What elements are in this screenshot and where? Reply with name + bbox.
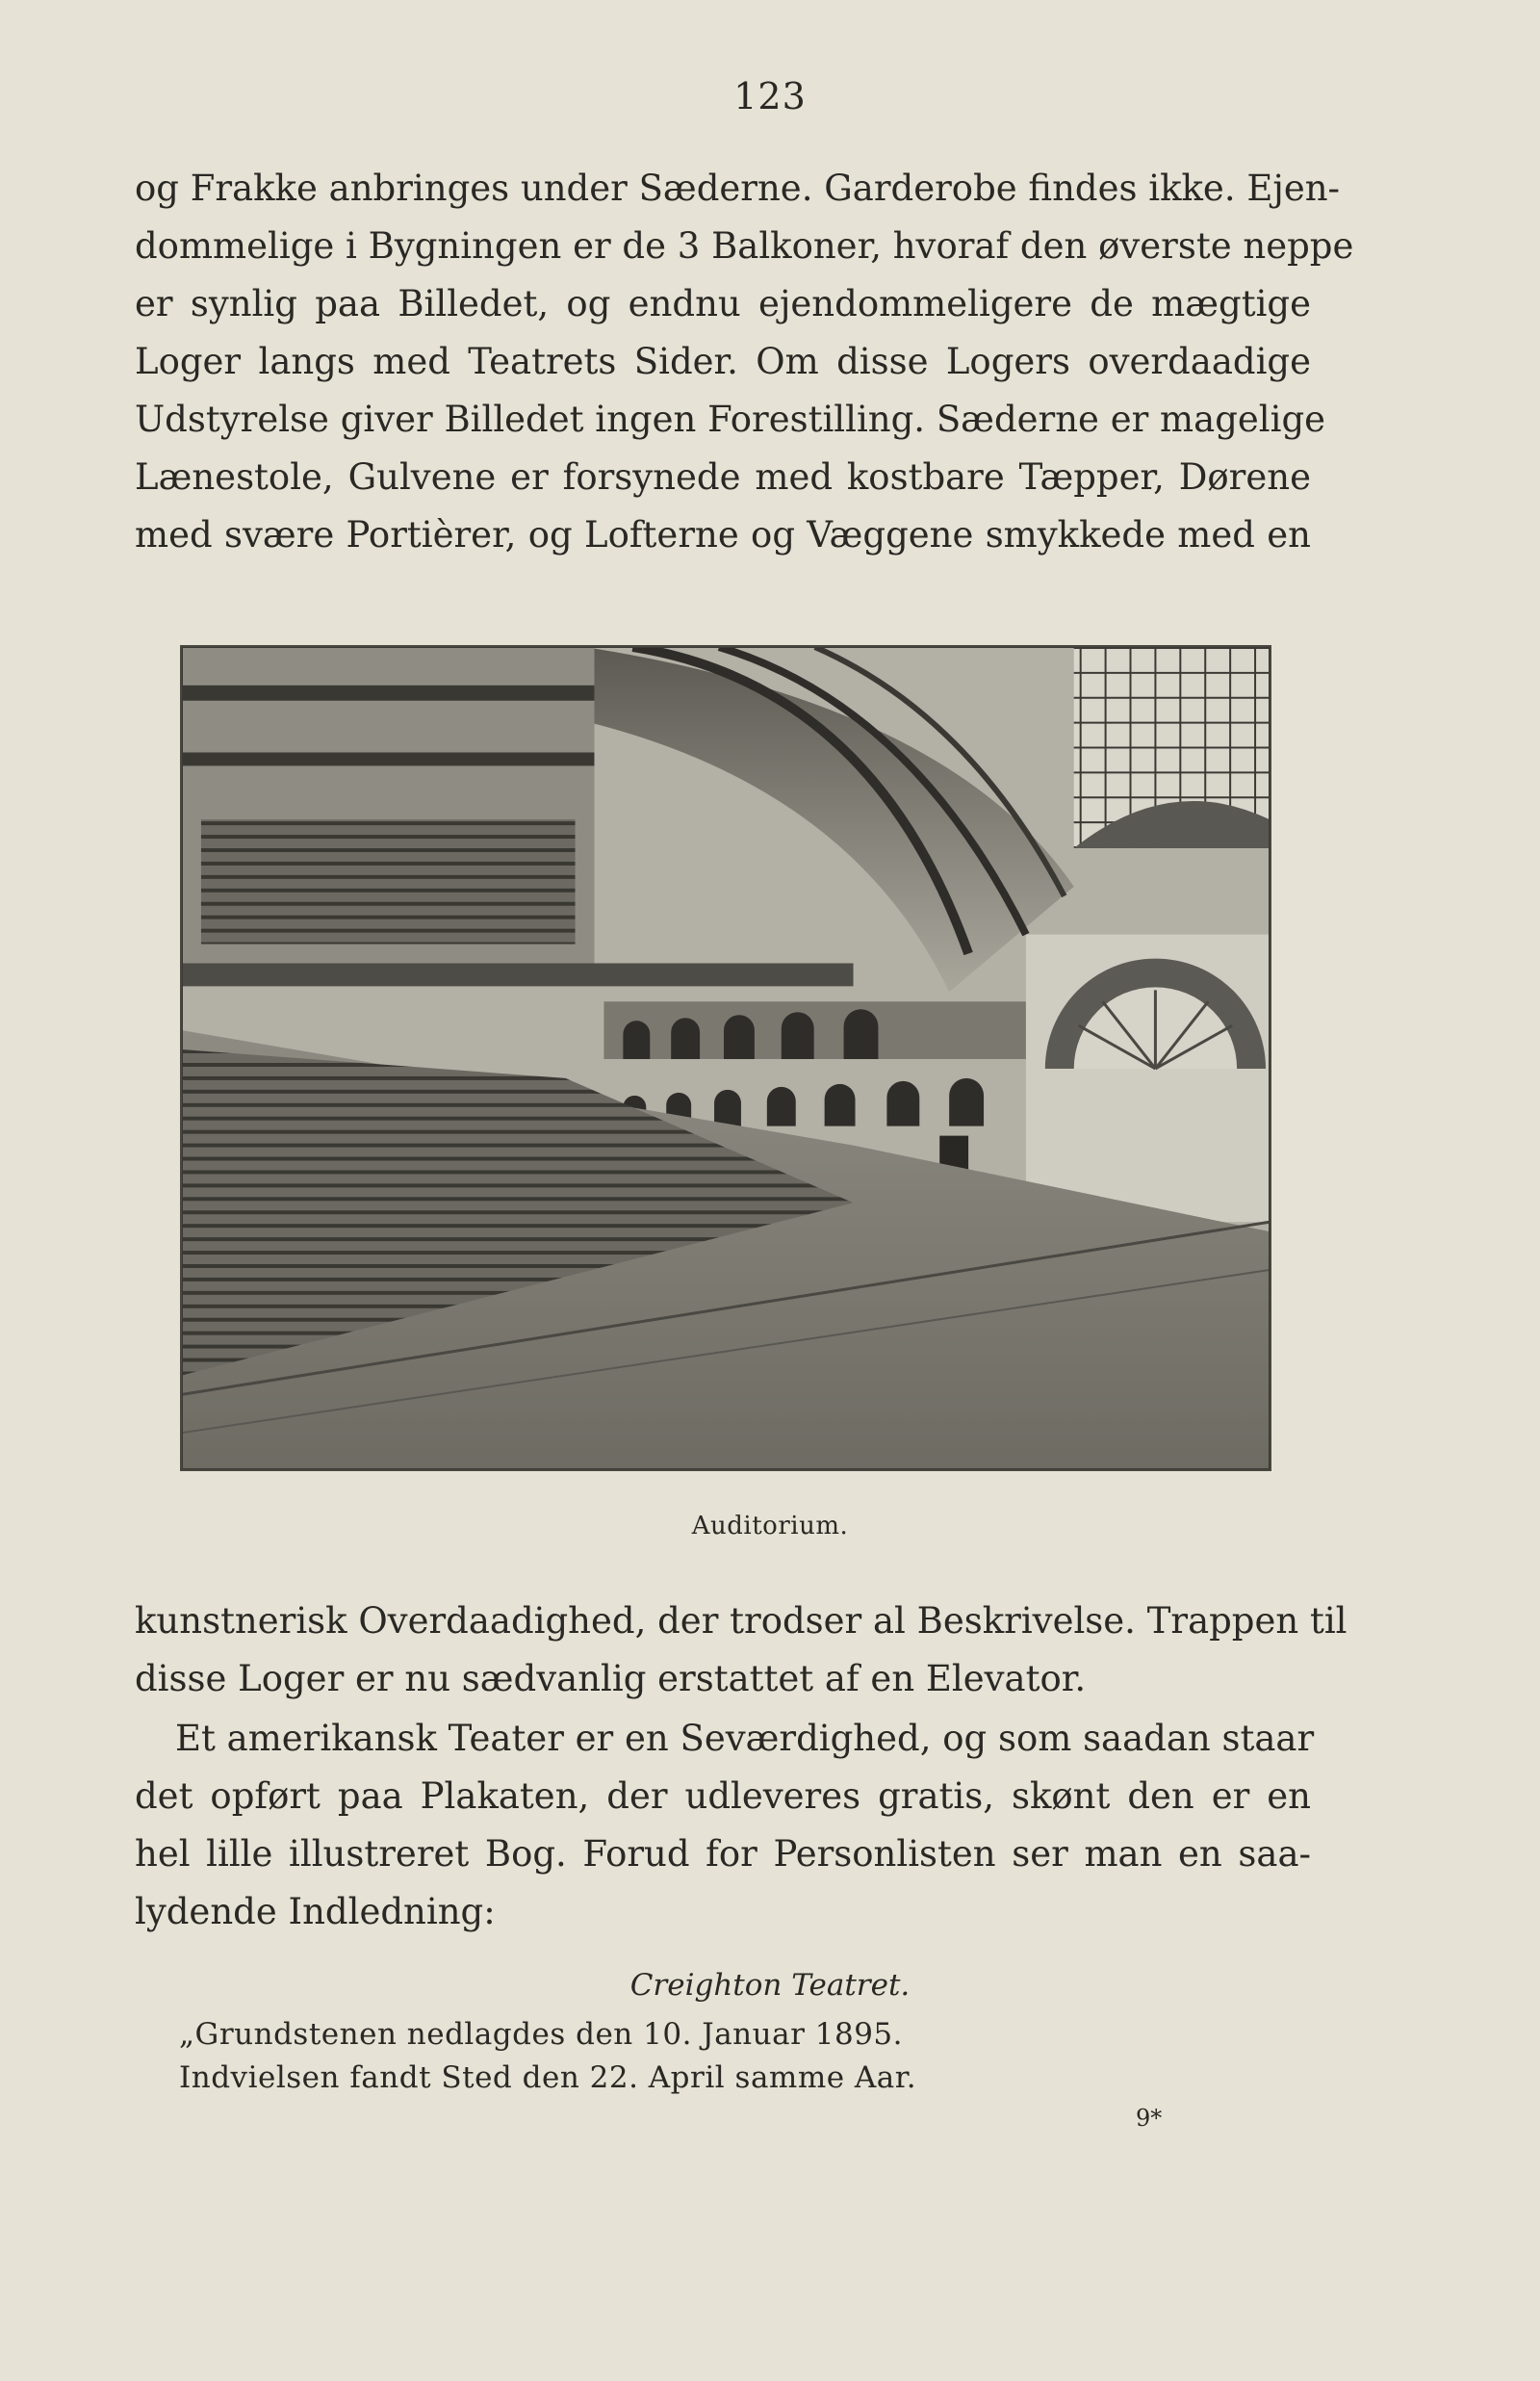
text-line: lydende Indledning: <box>135 1891 496 1932</box>
text-line: med svære Portièrer, og Lofterne og Væggene smykkede med en <box>135 514 1311 556</box>
paragraph-1 <box>135 160 1354 564</box>
paragraph-3 <box>135 1710 1315 1941</box>
paragraph-2 <box>135 1592 1348 1708</box>
quote-line: Indvielsen fandt Sted den 22. April samme Aar. <box>179 2060 917 2095</box>
text-line: Loger langs med Teatrets Sider. Om disse Logers overdaadige <box>135 341 1311 382</box>
text-line: det opført paa Plakaten, der udleveres gratis, skønt den er en <box>135 1775 1311 1817</box>
text-line: og Frakke anbringes under Sæderne. Garderobe findes ikke. Ejen- <box>135 168 1341 209</box>
text-line: Et amerikansk Teater er en Seværdighed, og som saadan staar <box>175 1718 1315 1759</box>
auditorium-photograph <box>180 645 1271 1471</box>
auditorium-illustration <box>182 647 1270 1469</box>
text-line: hel lille illustreret Bog. Forud for Personlisten ser man en saa- <box>135 1833 1311 1875</box>
text-line: er synlig paa Billedet, og endnu ejendommeligere de mægtige <box>135 283 1311 324</box>
text-line: disse Loger er nu sædvanlig erstattet af en Elevator. <box>135 1658 1087 1699</box>
text-line: kunstnerisk Overdaadighed, der trodser al Beskrivelse. Trappen til <box>135 1600 1348 1642</box>
text-line: dommelige i Bygningen er de 3 Balkoner, hvoraf den øverste neppe <box>135 225 1354 267</box>
figure-caption: Auditorium. <box>691 1512 849 1540</box>
signature-mark: 9* <box>1136 2105 1163 2132</box>
text-line: Lænestole, Gulvene er forsynede med kostbare Tæpper, Dørene <box>135 456 1311 498</box>
page-number: 123 <box>733 75 807 117</box>
quote-title: Creighton Teatret. <box>629 1968 911 2003</box>
quote-line: „Grundstenen nedlagdes den 10. Januar 1895. <box>179 2017 904 2052</box>
text-line: Udstyrelse giver Billedet ingen Forestilling. Sæderne er magelige <box>135 399 1326 440</box>
